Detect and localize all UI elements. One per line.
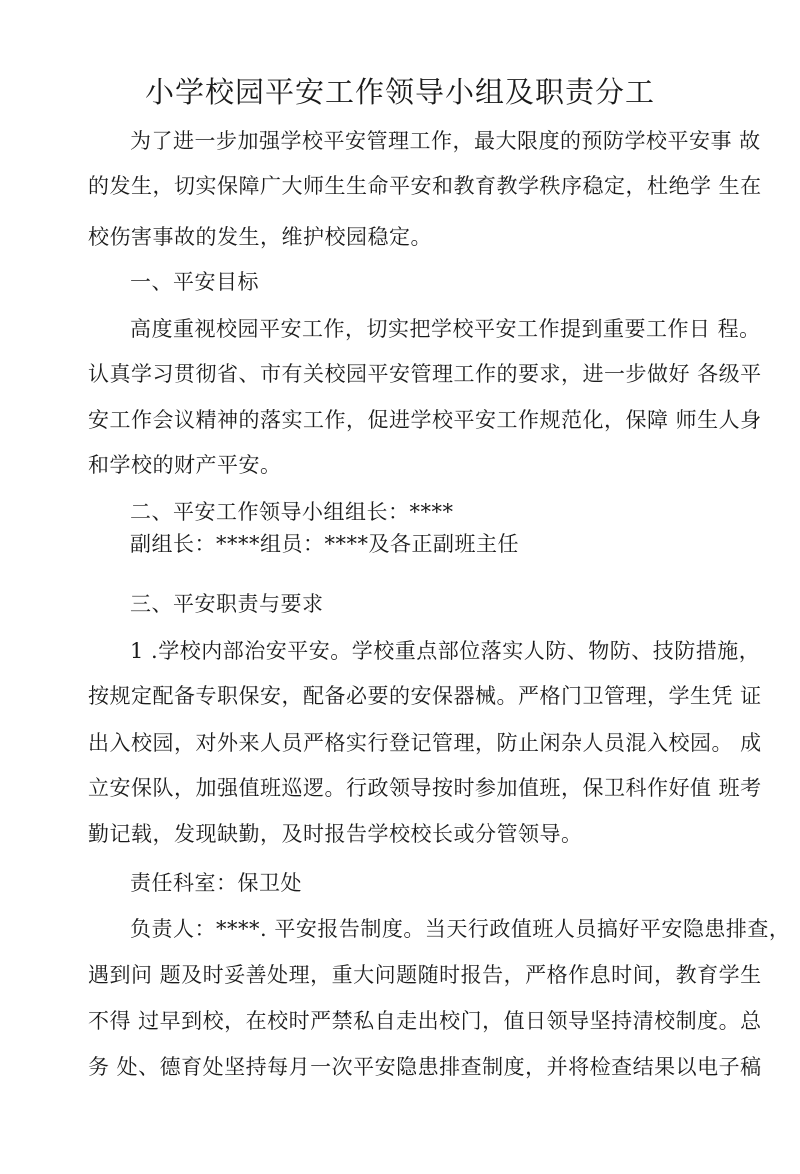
paragraph-line: 负责人：****. 平安报告制度。当天行政值班人员搞好平安隐患排查， xyxy=(130,917,791,941)
paragraph-line: 认真学习贯彻省、市有关校园平安管理工作的要求，进一步做好 各级平 xyxy=(88,362,762,386)
paragraph-line: 校伤害事故的发生，维护校园稳定。 xyxy=(88,225,432,249)
paragraph-line: 1 .学校内部治安平安。学校重点部位落实人防、物防、技防措施， xyxy=(130,639,761,663)
paragraph-line: 高度重视校园平安工作，切实把学校平安工作提到重要工作日 程。 xyxy=(130,317,761,341)
paragraph-line: 的发生，切实保障广大师生生命平安和教育教学秩序稳定，杜绝学 生在 xyxy=(88,174,762,198)
paragraph-line: 和学校的财产平安。 xyxy=(88,453,282,477)
paragraph-line: 立安保队，加强值班巡逻。行政领导按时参加值班，保卫科作好值 班考 xyxy=(88,776,762,800)
paragraph-line: 安工作会议精神的落实工作，促进学校平安工作规范化，保障 师生人身 xyxy=(88,408,762,432)
paragraph-line: 责任科室：保卫处 xyxy=(130,871,302,895)
paragraph-line: 勤记载，发现缺勤，及时报告学校校长或分管领导。 xyxy=(88,822,583,846)
section-heading: 二、平安工作领导小组组长：**** xyxy=(130,500,454,524)
section-heading: 一、平安目标 xyxy=(130,270,259,294)
paragraph-line: 遇到问 题及时妥善处理，重大问题随时报告，严格作息时间，教育学生 xyxy=(88,963,762,987)
paragraph-line: 副组长：****组员：****及各正副班主任 xyxy=(130,532,519,556)
paragraph-line: 按规定配备专职保安，配备必要的安保器械。严格门卫管理，学生凭 证 xyxy=(88,684,762,708)
paragraph-line: 不得 过早到校，在校时严禁私自走出校门，值日领导坚持清校制度。总 xyxy=(88,1009,762,1033)
paragraph-line: 出入校园，对外来人员严格实行登记管理，防止闲杂人员混入校园。 成 xyxy=(88,731,762,755)
paragraph-line: 为了进一步加强学校平安管理工作，最大限度的预防学校平安事 故 xyxy=(130,129,761,153)
paragraph-line: 务 处、德育处坚持每月一次平安隐患排查制度，并将检查结果以电子稿 xyxy=(88,1055,762,1079)
document-title: 小学校园平安工作领导小组及职责分工 xyxy=(144,75,655,109)
section-heading: 三、平安职责与要求 xyxy=(130,592,324,616)
